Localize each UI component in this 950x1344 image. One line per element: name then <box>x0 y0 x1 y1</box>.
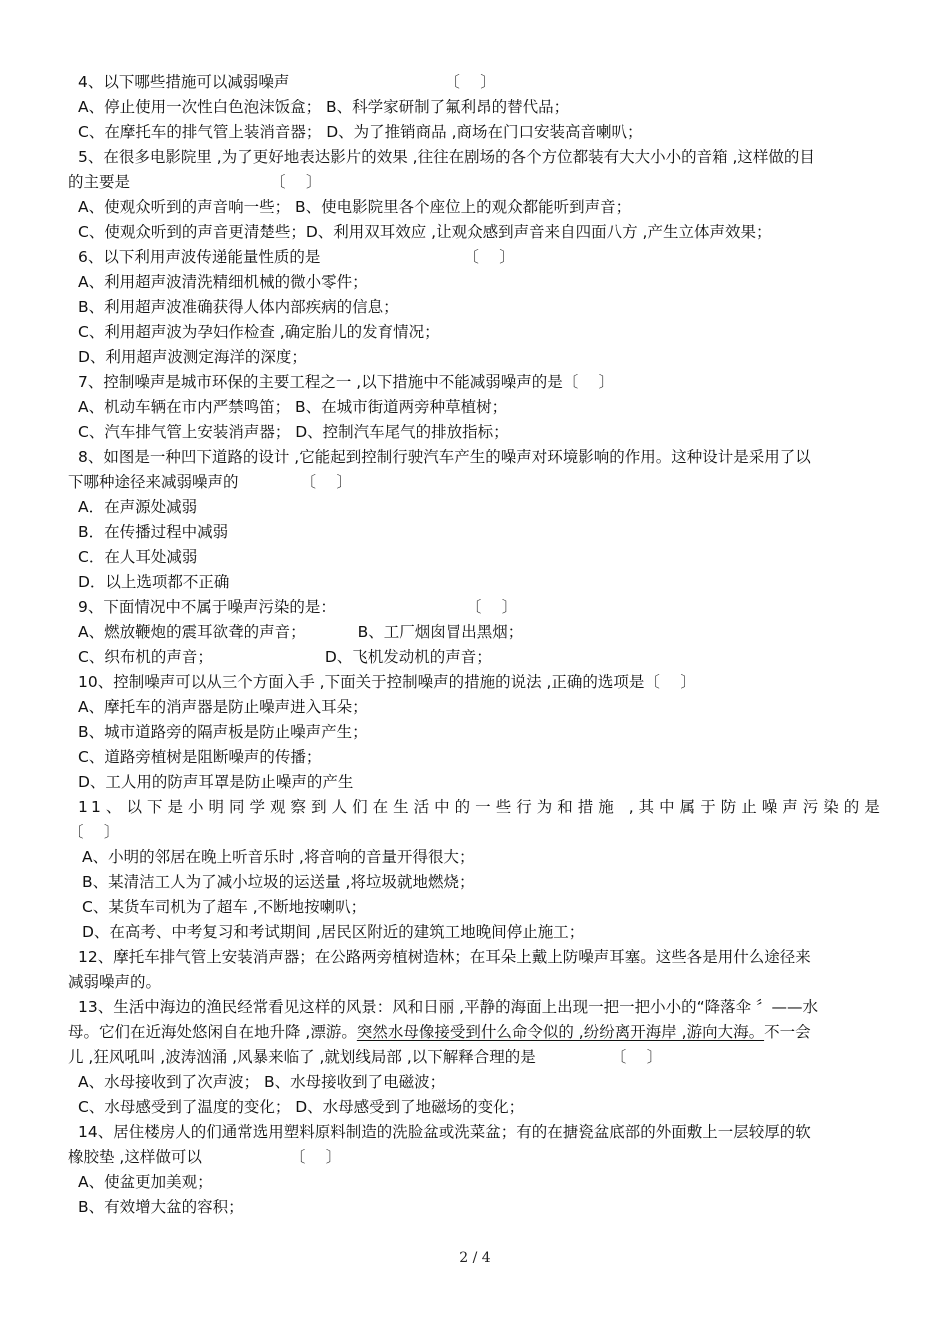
question-6-option-b: B、利用超声波准确获得人体内部疾病的信息； <box>78 298 399 316</box>
answer-bracket: 〔 〕 <box>610 1048 663 1066</box>
question-text: 不一会 <box>764 1023 811 1041</box>
answer-bracket: 〔 〕 <box>465 598 518 616</box>
question-6-option-c: C、利用超声波为孕妇作检查 ,确定胎儿的发育情况； <box>78 323 440 341</box>
question-10-stem: 10、控制噪声可以从三个方面入手 ,下面关于控制噪声的措施的说法 ,正确的选项是〔 〕 <box>78 673 696 691</box>
question-4-options-ab: A、停止使用一次性白色泡沫饭盒； B、科学家研制了氟利昂的替代品； <box>78 98 570 116</box>
question-4-stem <box>68 70 883 95</box>
question-text: 下哪种途径来减弱噪声的 <box>68 473 239 491</box>
question-14-stem-line1: 14、居住楼房人的们通常选用塑料原料制造的洗脸盆或洗菜盆；有的在搪瓷盆底部的外面敷上一层较厚的软 <box>78 1123 811 1141</box>
question-14-option-a: A、使盆更加美观； <box>78 1173 213 1191</box>
question-7-stem: 7、控制噪声是城市环保的主要工程之一 ,以下措施中不能减弱噪声的是〔 〕 <box>78 373 615 391</box>
option-d: D、飞机发动机的声音； <box>324 648 492 666</box>
question-14-option-b: B、有效增大盆的容积； <box>78 1198 244 1216</box>
question-11-option-a: A、小明的邻居在晚上听音乐时 ,将音响的音量开得很大； <box>82 848 475 866</box>
question-11-option-b: B、某清洁工人为了减小垃圾的运送量 ,将垃圾就地燃烧； <box>82 873 475 891</box>
answer-bracket: 〔 〕 <box>463 248 515 266</box>
question-10-option-d: D、工人用的防声耳罩是防止噪声的产生 <box>78 773 354 791</box>
answer-bracket: 〔 〕 <box>300 473 352 491</box>
option-b: B、工厂烟囱冒出黑烟； <box>357 623 524 641</box>
question-7-options-ab: A、机动车辆在市内严禁鸣笛； B、在城市街道两旁种草植树； <box>78 398 508 416</box>
question-8-option-d: D．以上选项都不正确 <box>78 573 230 591</box>
question-9-options-ab <box>68 620 883 645</box>
question-text: 6、以下利用声波传递能量性质的是 <box>78 248 321 266</box>
question-5-options-cd: C、使观众听到的声音更清楚些；D、利用双耳效应 ,让观众感到声音来自四面八方 ,产生立体声效果； <box>78 223 772 241</box>
answer-bracket: 〔 〕 <box>270 173 322 191</box>
question-text: 儿 ,狂风吼叫 ,波涛汹涌 ,风暴来临了 ,就划线局部 ,以下解释合理的是 <box>68 1048 536 1066</box>
question-text: 母。它们在近海处悠闲自在地升降 ,漂游。 <box>68 1023 357 1041</box>
question-11-option-c: C、某货车司机为了超车 ,不断地按喇叭； <box>82 898 367 916</box>
question-10-option-b: B、城市道路旁的隔声板是防止噪声产生； <box>78 723 368 741</box>
option-c: C、织布机的声音； <box>78 648 213 666</box>
page-number: 2 / 4 <box>459 1250 491 1266</box>
question-13-options-ab: A、水母接收到了次声波； B、水母接收到了电磁波； <box>78 1073 446 1091</box>
question-8-stem-line1: 8、如图是一种凹下道路的设计 ,它能起到控制行驶汽车产生的噪声对环境影响的作用。这种设计是采用了以 <box>78 448 811 466</box>
question-9-stem <box>68 595 883 620</box>
question-13-stem-line3 <box>68 1045 883 1070</box>
question-6-option-a: A、利用超声波清洗精细机械的微小零件； <box>78 273 368 291</box>
question-7-options-cd: C、汽车排气管上安装消声器； D、控制汽车尾气的排放指标； <box>78 423 509 441</box>
question-11-bracket: 〔 〕 <box>68 823 120 841</box>
question-text: 9、下面情况中不属于噪声污染的是： <box>78 598 336 616</box>
question-12-stem-line1: 12、摩托车排气管上安装消声器；在公路两旁植树造林；在耳朵上戴上防噪声耳塞。这些各是用什么途径来 <box>78 948 811 966</box>
question-text: 的主要是 <box>68 173 131 191</box>
question-11-stem-line1: 11、以下是小明同学观察到人们在生活中的一些行为和措施 ,其中属于防止噪声污染的是 <box>78 798 883 816</box>
question-9-options-cd <box>68 645 883 670</box>
question-10-option-c: C、道路旁植树是阻断噪声的传播； <box>78 748 322 766</box>
question-5-stem-line1: 5、在很多电影院里 ,为了更好地表达影片的效果 ,往往在剧场的各个方位都装有大大小小的音箱 ,这样做的目 <box>78 148 815 166</box>
question-13-options-cd: C、水母感受到了温度的变化； D、水母感受到了地磁场的变化； <box>78 1098 525 1116</box>
question-text: 4、以下哪些措施可以减弱噪声 <box>78 73 290 91</box>
question-8-option-c: C．在人耳处减弱 <box>78 548 198 566</box>
question-8-option-a: A．在声源处减弱 <box>78 498 198 516</box>
question-6-option-d: D、利用超声波测定海洋的深度； <box>78 348 307 366</box>
question-13-stem-line1: 13、生活中海边的渔民经常看见这样的风景：风和日丽 ,平静的海面上出现一把一把小小的“降落伞 〞——水 <box>78 998 819 1016</box>
question-13-stem-line2 <box>68 1020 883 1045</box>
question-12-stem-line2: 减弱噪声的。 <box>68 973 162 991</box>
answer-bracket: 〔 〕 <box>444 73 496 91</box>
question-8-stem-line2 <box>68 470 883 495</box>
question-11-option-d: D、在高考、中考复习和考试期间 ,居民区附近的建筑工地晚间停止施工； <box>82 923 585 941</box>
option-a: A、燃放鞭炮的震耳欲聋的声音； <box>78 623 306 641</box>
underlined-passage: 突然水母像接受到什么命令似的 ,纷纷离开海岸 ,游向大海。 <box>356 1023 765 1041</box>
question-text: 橡胶垫 ,这样做可以 <box>68 1148 202 1166</box>
exam-page <box>68 70 883 1220</box>
question-8-option-b: B．在传播过程中减弱 <box>78 523 229 541</box>
question-6-stem <box>68 245 883 270</box>
question-5-options-ab: A、使观众听到的声音响一些； B、使电影院里各个座位上的观众都能听到声音； <box>78 198 632 216</box>
question-4-options-cd: C、在摩托车的排气管上装消音器； D、为了推销商品 ,商场在门口安装高音喇叭； <box>78 123 643 141</box>
answer-bracket: 〔 〕 <box>289 1148 342 1166</box>
question-5-stem-line2 <box>68 170 883 195</box>
question-14-stem-line2 <box>68 1145 883 1170</box>
question-10-option-a: A、摩托车的消声器是防止噪声进入耳朵； <box>78 698 368 716</box>
